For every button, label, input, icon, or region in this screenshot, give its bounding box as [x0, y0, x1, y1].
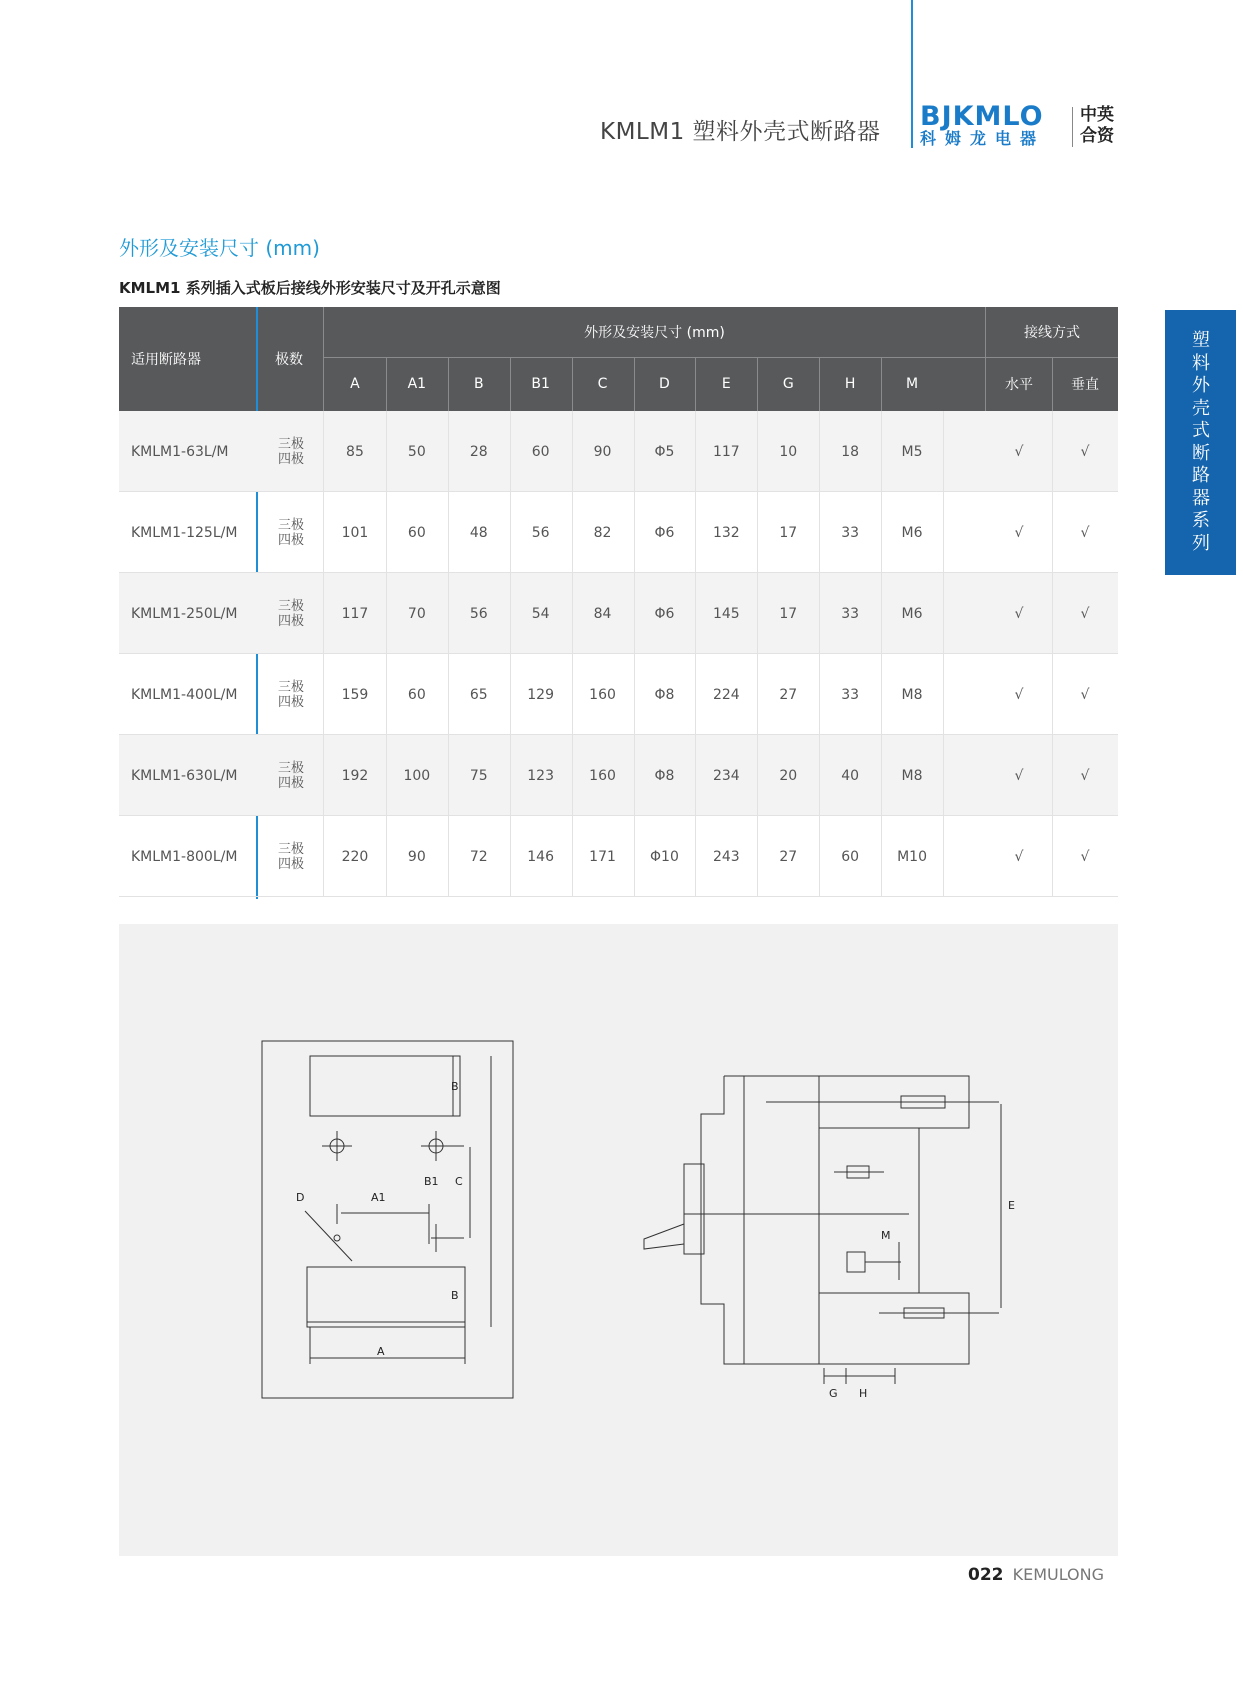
poles-stack	[278, 680, 304, 710]
table-header	[119, 307, 1118, 411]
dim-cell: 82	[593, 524, 612, 541]
document-title: KMLM1 塑料外壳式断路器	[600, 119, 881, 145]
dim-cell: Φ6	[654, 524, 675, 541]
label-a1: A1	[371, 1191, 386, 1204]
header-col-sep	[634, 357, 635, 411]
dim-cell: 101	[341, 524, 369, 541]
model-cell: KMLM1-400L/M	[131, 686, 238, 703]
dim-cell: 220	[341, 848, 369, 865]
dim-cell: 10	[779, 443, 798, 460]
dim-cell: 27	[779, 848, 798, 865]
logo-chinese-name: 科姆龙电器	[920, 129, 1046, 148]
dim-cell: 132	[712, 524, 740, 541]
pole-label: 三极	[277, 436, 304, 452]
dim-cell: 90	[407, 848, 426, 865]
label-b-bottom: B	[451, 1289, 459, 1302]
panel-outline	[262, 1041, 513, 1398]
dim-cell: 159	[341, 686, 369, 703]
label-m: M	[881, 1229, 891, 1242]
dim-cell: 50	[407, 443, 426, 460]
bottom-terminal	[819, 1293, 969, 1364]
wiring-check: √	[1014, 524, 1024, 541]
dim-cell: 160	[589, 686, 616, 703]
header-col-sep	[386, 357, 387, 411]
header-dim-col: E	[721, 376, 731, 392]
header-dim-col: A1	[407, 376, 427, 392]
header-dim-col: B	[473, 376, 484, 392]
dim-cell: 48	[469, 524, 488, 541]
mounting-diagram	[119, 924, 1118, 1556]
header-wiring-col: 垂直	[1071, 377, 1099, 393]
header-dim-col: H	[844, 376, 856, 392]
model-cell: KMLM1-63L/M	[131, 443, 229, 460]
pole-label: 四极	[277, 532, 304, 548]
col-sep	[943, 411, 944, 492]
label-a: A	[377, 1345, 385, 1358]
header-col-sep	[448, 357, 449, 411]
dim-cell: Φ8	[654, 686, 675, 703]
wiring-check: √	[1014, 767, 1024, 784]
dim-cell: 129	[527, 686, 554, 703]
label-b-top: B	[451, 1080, 459, 1093]
dim-cell: 72	[469, 848, 488, 865]
header-wiring-col: 水平	[1005, 377, 1033, 393]
company-logo	[920, 103, 1125, 151]
dim-cell: 171	[589, 848, 616, 865]
header-dim-col: G	[782, 376, 794, 392]
label-e: E	[1008, 1199, 1015, 1212]
table-row	[119, 654, 1118, 735]
dim-cell: 28	[469, 443, 488, 460]
poles-cell	[258, 735, 324, 816]
poles-cell	[258, 573, 324, 654]
poles-stack	[278, 518, 304, 548]
header-col-sep	[510, 357, 511, 411]
wiring-check: √	[1014, 686, 1024, 703]
dim-cell: 33	[841, 686, 860, 703]
dim-cell: M8	[901, 686, 923, 703]
col-sep	[1052, 492, 1053, 573]
header-col-sep	[757, 357, 758, 411]
table-row	[119, 573, 1118, 654]
table-row	[119, 492, 1118, 573]
header-breaker: 适用断路器	[131, 352, 201, 368]
poles-cell	[258, 492, 324, 573]
dim-cell: 84	[593, 605, 612, 622]
wiring-check: √	[1014, 443, 1024, 460]
poles-stack	[278, 437, 304, 467]
dim-cell: 56	[469, 605, 488, 622]
dim-cell: 33	[841, 605, 860, 622]
dim-cell: 145	[712, 605, 740, 622]
page-number: 022	[968, 1565, 1004, 1585]
poles-cell	[258, 654, 324, 735]
dim-cell: 60	[531, 443, 550, 460]
model-cell: KMLM1-250L/M	[131, 605, 238, 622]
col-sep	[1052, 573, 1053, 654]
dim-cell: 75	[469, 767, 488, 784]
dim-cell: M6	[901, 524, 923, 541]
table-caption: KMLM1 系列插入式板后接线外形安装尺寸及开孔示意图	[119, 279, 501, 297]
dim-cell: 17	[779, 524, 798, 541]
wiring-check: √	[1080, 605, 1090, 622]
dimension-drawing	[119, 924, 1118, 1556]
wiring-check: √	[1080, 767, 1090, 784]
dim-cell: 243	[712, 848, 740, 865]
poles-cell	[258, 816, 324, 897]
dim-cell: 160	[589, 767, 616, 784]
wiring-check: √	[1014, 605, 1024, 622]
pole-label: 三极	[277, 517, 304, 533]
table-row	[119, 411, 1118, 492]
dim-cell: M8	[901, 767, 923, 784]
logo-tagline	[1080, 105, 1114, 147]
label-c: C	[455, 1175, 463, 1188]
wiring-check: √	[1014, 848, 1024, 865]
section-title: 外形及安装尺寸 (mm)	[119, 236, 320, 260]
footer-brand: KEMULONG	[1012, 1565, 1105, 1584]
dim-cell: 123	[527, 767, 554, 784]
wiring-check: √	[1080, 443, 1090, 460]
dim-cell: 54	[531, 605, 550, 622]
col-sep	[1052, 411, 1053, 492]
dim-cell: 234	[712, 767, 740, 784]
page-footer	[968, 1565, 1104, 1585]
label-g: G	[829, 1387, 838, 1400]
col-sep	[943, 816, 944, 897]
dim-cell: 65	[469, 686, 488, 703]
header-dim-col: B1	[531, 376, 550, 392]
poles-stack	[278, 761, 304, 791]
header-col-sep	[1052, 357, 1053, 411]
dim-cell: 40	[841, 767, 860, 784]
pole-label: 四极	[277, 613, 304, 629]
dim-cell: 60	[841, 848, 860, 865]
header-col-sep	[572, 357, 573, 411]
dim-cell: 70	[407, 605, 426, 622]
col-sep	[943, 654, 944, 735]
header-dimensions-group: 外形及安装尺寸 (mm)	[584, 325, 725, 341]
header-poles: 极数	[275, 352, 303, 368]
header-dim-col: D	[659, 376, 670, 392]
pole-label: 三极	[277, 679, 304, 695]
mount-hole	[334, 1235, 340, 1241]
header-col-sep	[695, 357, 696, 411]
table-row	[119, 735, 1118, 816]
wiring-check: √	[1080, 524, 1090, 541]
dim-cell: 20	[779, 767, 798, 784]
poles-cell	[258, 411, 324, 492]
wiring-check: √	[1080, 686, 1090, 703]
header-col-sep	[819, 357, 820, 411]
dim-cell: 90	[593, 443, 612, 460]
header-accent-line	[911, 0, 913, 148]
dim-cell: 117	[341, 605, 369, 622]
dim-cell: Φ10	[650, 848, 679, 865]
col-sep	[1052, 816, 1053, 897]
model-cell: KMLM1-630L/M	[131, 767, 238, 784]
dim-cell: 100	[403, 767, 431, 784]
pole-label: 四极	[277, 775, 304, 791]
dim-cell: Φ5	[654, 443, 675, 460]
label-h: H	[859, 1387, 868, 1400]
col-sep	[943, 492, 944, 573]
pole-label: 四极	[277, 451, 304, 467]
wiring-check: √	[1080, 848, 1090, 865]
header-col-sep	[881, 357, 882, 411]
poles-stack	[278, 599, 304, 629]
side-category-label: 塑料外壳式断路器系列	[1192, 330, 1210, 554]
dim-cell: 85	[346, 443, 364, 460]
breaker-side-body	[701, 1076, 744, 1364]
dim-cell: 146	[527, 848, 554, 865]
pole-label: 三极	[277, 760, 304, 776]
model-cell: KMLM1-125L/M	[131, 524, 238, 541]
dim-cell: 117	[712, 443, 740, 460]
header-wiring-group: 接线方式	[1024, 325, 1080, 341]
label-d: D	[296, 1191, 305, 1204]
dim-cell: Φ8	[654, 767, 675, 784]
pole-label: 四极	[277, 694, 304, 710]
dim-cell: 18	[841, 443, 860, 460]
dim-cell: Φ6	[654, 605, 675, 622]
dim-cell: M6	[901, 605, 923, 622]
header-dim-col: C	[597, 376, 608, 392]
dim-cell: 27	[779, 686, 798, 703]
dim-cell: 224	[712, 686, 740, 703]
col-sep	[943, 573, 944, 654]
logo-tagline-line2: 合资	[1080, 126, 1114, 146]
dim-cell: 33	[841, 524, 860, 541]
dim-cell: M5	[901, 443, 923, 460]
dim-cell: 56	[531, 524, 550, 541]
logo-wordmark: BJKMLO	[920, 101, 1044, 132]
header-dim-col: M	[905, 376, 919, 392]
logo-tagline-line1: 中英	[1080, 105, 1114, 125]
dim-cell: 60	[407, 524, 426, 541]
col-sep	[1052, 735, 1053, 816]
dim-cell: 17	[779, 605, 798, 622]
side-category-tab	[1165, 310, 1236, 575]
logo-divider	[1072, 107, 1073, 147]
label-b1: B1	[424, 1175, 439, 1188]
pole-label: 四极	[277, 856, 304, 872]
pole-label: 三极	[277, 841, 304, 857]
bottom-cutout	[307, 1267, 465, 1327]
dim-cell: 192	[341, 767, 369, 784]
dim-cell: M10	[897, 848, 927, 865]
top-cutout	[310, 1056, 460, 1116]
header-dim-col: A	[350, 376, 360, 392]
pole-label: 三极	[277, 598, 304, 614]
handle	[644, 1224, 684, 1249]
col-sep	[1052, 654, 1053, 735]
col-sep	[943, 735, 944, 816]
model-cell: KMLM1-800L/M	[131, 848, 238, 865]
poles-stack	[278, 842, 304, 872]
table-row	[119, 816, 1118, 897]
dim-cell: 60	[407, 686, 426, 703]
